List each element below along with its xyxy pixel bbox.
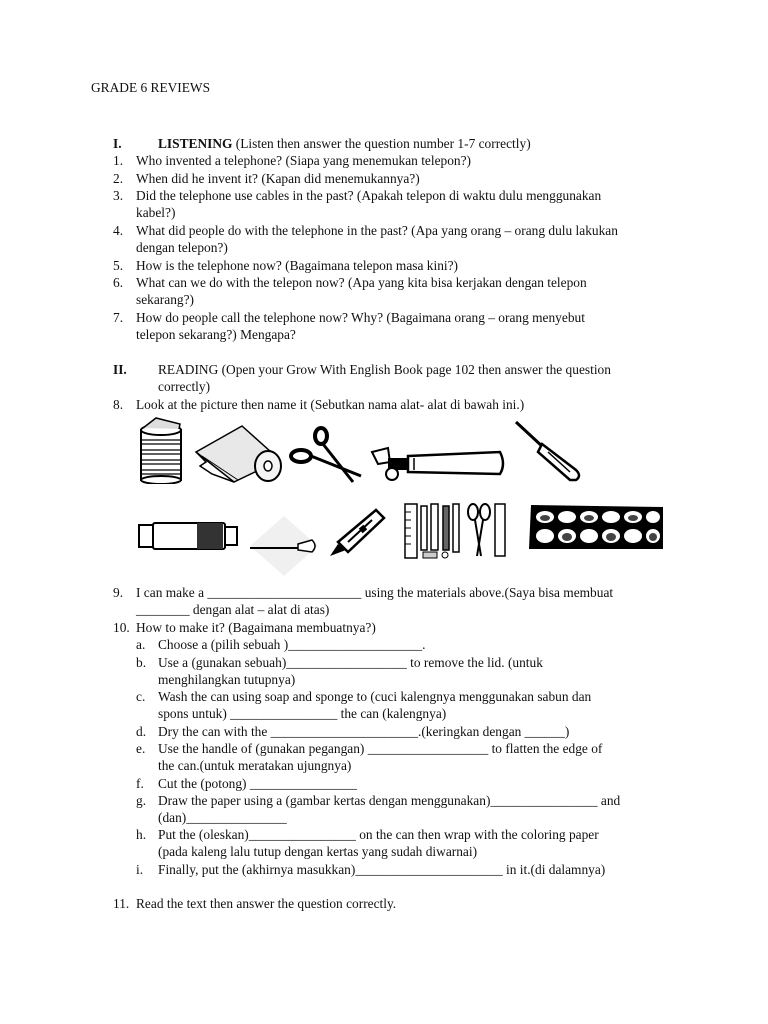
question-text: ________ dengan alat – alat di atas) — [136, 602, 330, 617]
glue-stick-icon — [137, 519, 241, 553]
question-text: I can make a _______________________ using the materials above.(Saya bisa membuat — [136, 585, 614, 600]
step-letter: e. — [136, 741, 146, 756]
question-num: 4. — [113, 223, 124, 238]
step-letter: a. — [136, 637, 146, 652]
step-text: Finally, put the (akhirnya masukkan)______________________ in it.(di dalamnya) — [158, 862, 606, 877]
scissors-icon — [287, 426, 365, 484]
question-text: dengan telepon?) — [136, 240, 228, 255]
question-num: 11. — [113, 896, 130, 911]
section-1-instruction: (Listen then answer the question number 1-7 correctly) — [235, 136, 531, 151]
question-text: Read the text then answer the question correctly. — [136, 896, 397, 911]
stationery-set-icon — [403, 502, 513, 560]
section-1-header — [158, 135, 531, 152]
question-num: 3. — [113, 188, 124, 203]
step-text: menghilangkan tutupnya) — [158, 672, 296, 687]
paintbrush-icon — [246, 512, 322, 578]
step-text: Dry the can with the ______________________.(keringkan dengan ______) — [158, 724, 570, 739]
step-text: Draw the paper using a (gambar kertas dengan menggunakan)________________ and — [158, 793, 621, 808]
section-2-heading: READING (Open your Grow With English Book page 102 then answer the question — [158, 362, 611, 377]
question-text: What did people do with the telephone in the past? (Apa yang orang – orang dulu lakukan — [136, 223, 618, 238]
can-icon — [136, 416, 188, 484]
can-opener-icon — [368, 440, 508, 486]
question-num: 5. — [113, 258, 124, 273]
page-title: GRADE 6 REVIEWS — [91, 80, 211, 95]
question-text: How to make it? (Bagaimana membuatnya?) — [136, 620, 376, 635]
step-text: (pada kaleng lalu tutup dengan kertas yang sudah diwarnai) — [158, 844, 478, 859]
question-num: 10. — [113, 620, 130, 635]
step-text: spons untuk) ________________ the can (kalengnya) — [158, 706, 447, 721]
cutter-icon — [326, 506, 386, 560]
step-text: Use a (gunakan sebuah)__________________ to remove the lid. (untuk — [158, 655, 543, 670]
question-num: 7. — [113, 310, 124, 325]
step-letter: b. — [136, 655, 147, 670]
step-text: the can.(untuk meratakan ujungnya) — [158, 758, 352, 773]
step-text: (dan)_______________ — [158, 810, 287, 825]
step-letter: i. — [136, 862, 144, 877]
question-text: What can we do with the telepon now? (Apa yang kita bisa kerjakan dengan telepon — [136, 275, 587, 290]
screwdriver-icon — [512, 418, 584, 482]
question-num: 8. — [113, 397, 124, 412]
question-text: When did he invent it? (Kapan did menemukannya?) — [136, 171, 420, 186]
section-2-heading: correctly) — [158, 379, 211, 394]
question-text: sekarang?) — [136, 292, 194, 307]
question-text: telepon sekarang?) Mengapa? — [136, 327, 296, 342]
question-text: How is the telephone now? (Bagaimana telepon masa kini?) — [136, 258, 459, 273]
step-letter: g. — [136, 793, 147, 808]
question-num: 1. — [113, 153, 124, 168]
question-num: 9. — [113, 585, 124, 600]
question-num: 6. — [113, 275, 124, 290]
section-1-heading: LISTENING — [158, 136, 233, 151]
step-text: Cut the (potong) ________________ — [158, 776, 357, 791]
section-1-numeral: I. — [113, 136, 122, 151]
paint-palette-icon — [525, 503, 667, 551]
question-text: kabel?) — [136, 205, 176, 220]
question-num: 2. — [113, 171, 124, 186]
paper-roll-icon — [192, 422, 286, 484]
step-text: Put the (oleskan)________________ on the can then wrap with the coloring paper — [158, 827, 599, 842]
step-letter: c. — [136, 689, 146, 704]
step-letter: d. — [136, 724, 147, 739]
question-text: How do people call the telephone now? Why? (Bagaimana orang – orang menyebut — [136, 310, 585, 325]
section-2-numeral: II. — [113, 362, 127, 377]
question-text: Did the telephone use cables in the past? (Apakah telepon di waktu dulu menggunakan — [136, 188, 602, 203]
step-letter: f. — [136, 776, 144, 791]
step-text: Use the handle of (gunakan pegangan) __________________ to flatten the edge of — [158, 741, 603, 756]
question-text: Who invented a telephone? (Siapa yang menemukan telepon?) — [136, 153, 472, 168]
question-text: Look at the picture then name it (Sebutkan nama alat- alat di bawah ini.) — [136, 397, 525, 412]
step-text: Choose a (pilih sebuah )____________________. — [158, 637, 426, 652]
step-text: Wash the can using soap and sponge to (cuci kalengnya menggunakan sabun dan — [158, 689, 592, 704]
step-letter: h. — [136, 827, 147, 842]
